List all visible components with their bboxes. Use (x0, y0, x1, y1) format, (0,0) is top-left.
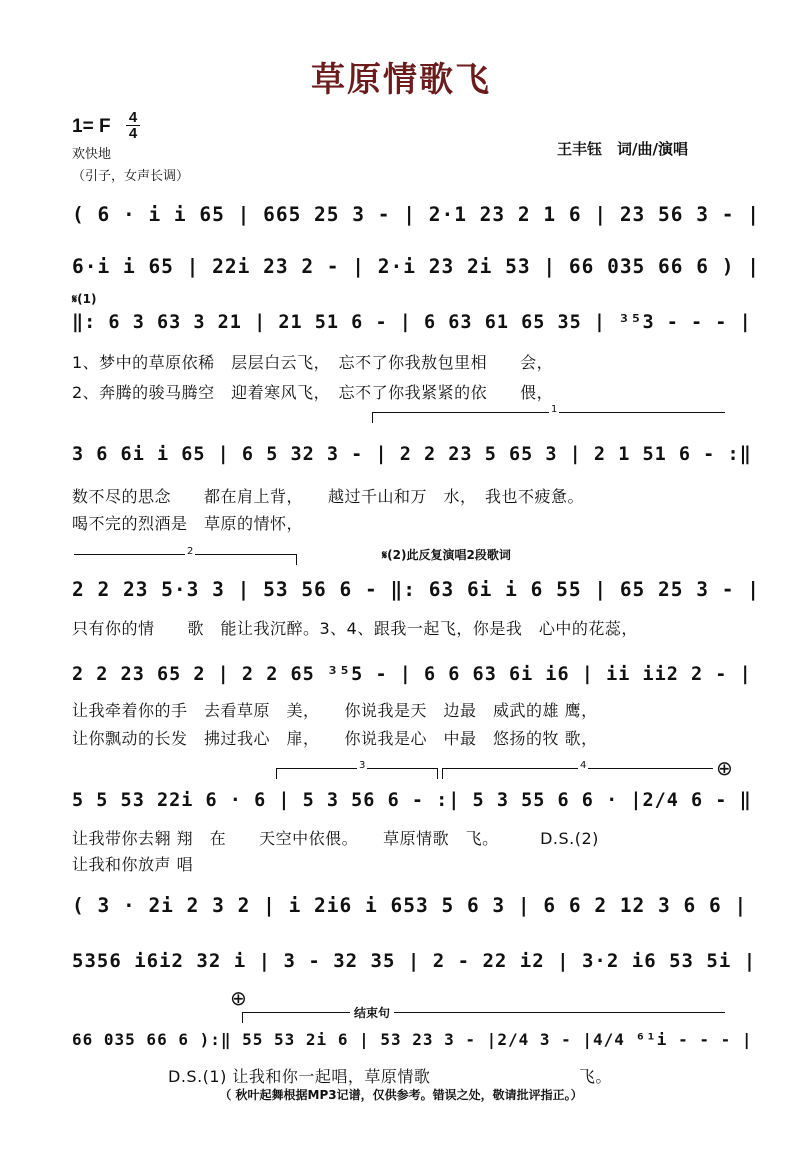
notation-line-4: 3 6 6i i 65 | 6 5 32 3 - | 2 2 23 5 65 3 | 2 1 51 6 - :‖ (72, 444, 752, 465)
notation-line-3: ‖: 6 3 63 3 21 | 21 51 6 - | 6 63 61 65 35 | ³⁵3 - - - | (72, 312, 752, 333)
notation-line-5: 2 2 23 5·3 3 | 53 56 6 - ‖: 63 6i i 6 55 | 65 25 3 - | (72, 578, 760, 601)
coda-icon: ⊕ (716, 756, 733, 780)
lyrics-line-7a: 让我带你去翱 翔 在 天空中依偎。 草原情歌 飞。 D.S.(2) (72, 829, 599, 848)
volta-label-3: 3 (359, 760, 366, 771)
lyrics-line-5: 只有你的情 歌 能让我沉醉。3、4、跟我一起飞，你是我 心中的花蕊， (72, 619, 638, 638)
notation-line-7: 5 5 53 22i 6 · 6 | 5 3 56 6 - :| 5 3 55 6 6 · |2/4 6 - ‖ (72, 790, 752, 811)
notation-line-6: 2 2 23 65 2 | 2 2 65 ³⁵5 - | 6 6 63 6i i6 | ii ii2 2 - | (72, 664, 752, 685)
lyrics-line-3a: 1、梦中的草原依稀 层层白云飞， 忘不了你我敖包里相 会， (72, 353, 554, 372)
volta-label-1: 1 (551, 404, 558, 415)
notation-line-10: 66 035 66 6 ):‖ 55 53 2i 6 | 53 23 3 - |2/4 3 - |4/4 ⁶¹i - - - | (72, 1030, 753, 1049)
lyrics-line-3b: 2、奔腾的骏马腾空 迎着寒风飞， 忘不了你我紧紧的依 偎， (72, 383, 554, 402)
segno-mark-1: 𝄋(1) (72, 292, 97, 306)
lyrics-line-6a: 让我牵着你的手 去看草原 美， 你说我是天 边最 威武的雄 鹰， (72, 701, 598, 720)
lyrics-line-4b: 喝不完的烈酒是 草原的情怀， (72, 514, 304, 533)
coda-icon-2: ⊕ (230, 986, 247, 1010)
volta-bracket-2 (74, 546, 297, 565)
footer-note: （ 秋叶起舞根据MP3记谱，仅供参考。错误之处，敬请批评指正。） (219, 1088, 583, 1102)
key-signature: 1= F (72, 116, 111, 137)
ending-bracket (242, 1012, 725, 1023)
time-signature-bottom: 4 (128, 125, 138, 142)
notation-line-1: ( 6 · i i 65 | 665 25 3 - | 2·1 23 2 1 6 | 23 56 3 - | (72, 203, 760, 226)
lyrics-line-6b: 让你飘动的长发 拂过我心 扉， 你说我是心 中最 悠扬的牧 歌， (72, 729, 598, 748)
author-credit: 王丰钰 词/曲/演唱 (557, 140, 688, 158)
time-signature (124, 110, 142, 141)
lyrics-line-10: D.S.(1) 让我和你一起唱，草原情歌 飞。 (168, 1067, 612, 1086)
tempo-marking: 欢快地 (72, 147, 112, 162)
notation-line-9: 5356 i6i2 32 i | 3 - 32 35 | 2 - 22 i2 | 3·2 i6 53 5i | (72, 950, 757, 972)
volta-bracket-3 (276, 760, 438, 779)
intro-note: （引子，女声长调） (72, 169, 190, 184)
segno-mark-2: 𝄋(2)此反复演唱2段歌词 (382, 548, 511, 562)
notation-line-2: 6·i i 65 | 22i 23 2 - | 2·i 23 2i 53 | 66 035 66 6 ) | (72, 255, 760, 278)
lyrics-line-7b: 让我和你放声 唱 (72, 855, 194, 874)
lyrics-line-4a: 数不尽的思念 都在肩上背， 越过千山和万 水， 我也不疲惫。 (72, 487, 585, 506)
volta-label-2: 2 (187, 546, 194, 557)
volta-bracket-1 (372, 404, 725, 423)
song-title: 草原情歌飞 (311, 60, 491, 100)
time-signature-top: 4 (128, 109, 138, 126)
volta-label-4: 4 (580, 760, 587, 771)
volta-bracket-4 (442, 760, 713, 779)
ending-label: 结束句 (350, 1004, 394, 1021)
notation-line-8: ( 3 · 2i 2 3 2 | i 2i6 i 653 5 6 3 | 6 6 2 12 3 6 6 | (72, 894, 748, 917)
